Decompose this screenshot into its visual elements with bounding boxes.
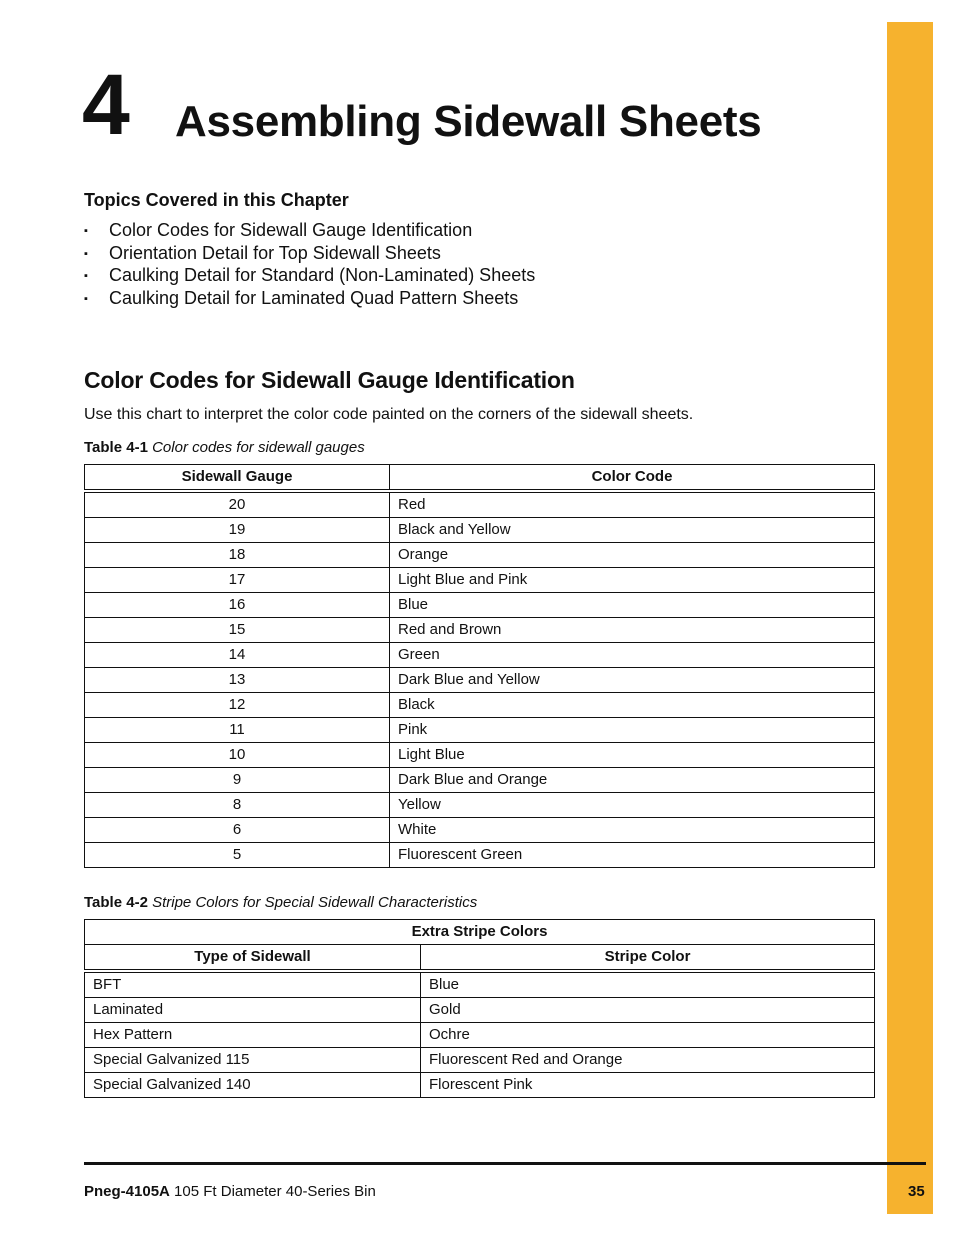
table1-caption-label: Table 4-1 <box>84 439 148 456</box>
table-cell: Red and Brown <box>390 618 875 643</box>
table-cell: Fluorescent Red and Orange <box>421 1048 875 1073</box>
group-header-extra-stripe: Extra Stripe Colors <box>85 920 875 945</box>
table-cell: Black <box>390 693 875 718</box>
table-cell: 19 <box>85 518 390 543</box>
table-row <box>85 491 875 518</box>
table2-caption-label: Table 4-2 <box>84 894 148 911</box>
table2-caption <box>84 894 477 911</box>
chapter-side-tab <box>887 22 933 1214</box>
table-cell: 12 <box>85 693 390 718</box>
table-row <box>85 593 875 618</box>
footer-doc-title: 105 Ft Diameter 40-Series Bin <box>174 1183 376 1200</box>
table-cell: Black and Yellow <box>390 518 875 543</box>
column-header-stripe-color: Stripe Color <box>421 945 875 972</box>
table-row <box>85 1073 875 1098</box>
table-cell: 5 <box>85 843 390 868</box>
table-cell: Gold <box>421 998 875 1023</box>
table-cell: Ochre <box>421 1023 875 1048</box>
topics-heading: Topics Covered in this Chapter <box>84 190 349 210</box>
table-cell: Red <box>390 491 875 518</box>
table-cell: Fluorescent Green <box>390 843 875 868</box>
table-row <box>85 643 875 668</box>
table-cell: 6 <box>85 818 390 843</box>
topic-item-label: Orientation Detail for Top Sidewall Sheets <box>109 242 441 263</box>
chapter-number: 4 <box>82 57 130 153</box>
column-header-gauge: Sidewall Gauge <box>85 465 390 492</box>
footer-doc-info <box>84 1183 376 1200</box>
topic-item <box>84 219 535 242</box>
table-cell: Laminated <box>85 998 421 1023</box>
topic-item-label: Color Codes for Sidewall Gauge Identification <box>109 220 473 240</box>
table-cell: 9 <box>85 768 390 793</box>
bullet-icon: ▪ <box>84 247 88 260</box>
table-row <box>85 668 875 693</box>
section-intro: Use this chart to interpret the color code painted on the corners of the sidewall sheets. <box>84 406 694 423</box>
topic-item-label: Caulking Detail for Laminated Quad Pattern Sheets <box>109 287 519 308</box>
column-header-color: Color Code <box>390 465 875 492</box>
table-cell: 14 <box>85 643 390 668</box>
table-cell: Light Blue <box>390 743 875 768</box>
table-cell: 18 <box>85 543 390 568</box>
table-cell: Light Blue and Pink <box>390 568 875 593</box>
bullet-icon: ▪ <box>84 270 88 282</box>
table-cell: 10 <box>85 743 390 768</box>
table-row <box>85 1048 875 1073</box>
table1-caption <box>84 439 365 456</box>
column-header-sidewall-type: Type of Sidewall <box>85 945 421 972</box>
stripe-color-table-body <box>85 971 875 1098</box>
table-cell: Dark Blue and Yellow <box>390 668 875 693</box>
table-cell: Green <box>390 643 875 668</box>
table-row <box>85 843 875 868</box>
bullet-icon: ▪ <box>84 225 88 237</box>
stripe-color-table <box>84 919 875 1098</box>
table-cell: Blue <box>390 593 875 618</box>
table-row <box>85 768 875 793</box>
footer-doc-id: Pneg-4105A <box>84 1183 170 1200</box>
page-number: 35 <box>908 1183 925 1200</box>
topic-item <box>84 242 535 265</box>
table-cell: Florescent Pink <box>421 1073 875 1098</box>
topic-item <box>84 287 535 310</box>
table-cell: Pink <box>390 718 875 743</box>
table-cell: 20 <box>85 491 390 518</box>
table-cell: Special Galvanized 115 <box>85 1048 421 1073</box>
topic-item <box>84 264 535 287</box>
section-heading: Color Codes for Sidewall Gauge Identification <box>84 367 575 393</box>
table2-caption-text: Stripe Colors for Special Sidewall Characteristics <box>152 894 478 911</box>
table-row <box>85 1023 875 1048</box>
table-cell: Special Galvanized 140 <box>85 1073 421 1098</box>
footer-rule <box>84 1162 926 1165</box>
table-row <box>85 818 875 843</box>
bullet-icon: ▪ <box>84 292 88 305</box>
table-cell: Blue <box>421 971 875 998</box>
table-row <box>85 543 875 568</box>
table-cell: Orange <box>390 543 875 568</box>
table-row <box>85 693 875 718</box>
table-row <box>85 618 875 643</box>
table-row <box>85 518 875 543</box>
table1-caption-text: Color codes for sidewall gauges <box>152 439 365 456</box>
table-row <box>85 743 875 768</box>
gauge-color-table-body <box>85 491 875 868</box>
table-cell: 13 <box>85 668 390 693</box>
topics-list <box>84 219 535 309</box>
table-cell: 8 <box>85 793 390 818</box>
table-cell: Yellow <box>390 793 875 818</box>
table-cell: 15 <box>85 618 390 643</box>
table-row <box>85 568 875 593</box>
table-row <box>85 718 875 743</box>
table-cell: Hex Pattern <box>85 1023 421 1048</box>
chapter-title: Assembling Sidewall Sheets <box>175 97 762 146</box>
table-row <box>85 971 875 998</box>
gauge-color-table <box>84 464 875 868</box>
table-row <box>85 793 875 818</box>
table-cell: Dark Blue and Orange <box>390 768 875 793</box>
table-cell: White <box>390 818 875 843</box>
table-cell: 17 <box>85 568 390 593</box>
table-cell: 11 <box>85 718 390 743</box>
table-cell: 16 <box>85 593 390 618</box>
table-cell: BFT <box>85 971 421 998</box>
topic-item-label: Caulking Detail for Standard (Non-Laminated) Sheets <box>109 265 536 285</box>
table-row <box>85 998 875 1023</box>
